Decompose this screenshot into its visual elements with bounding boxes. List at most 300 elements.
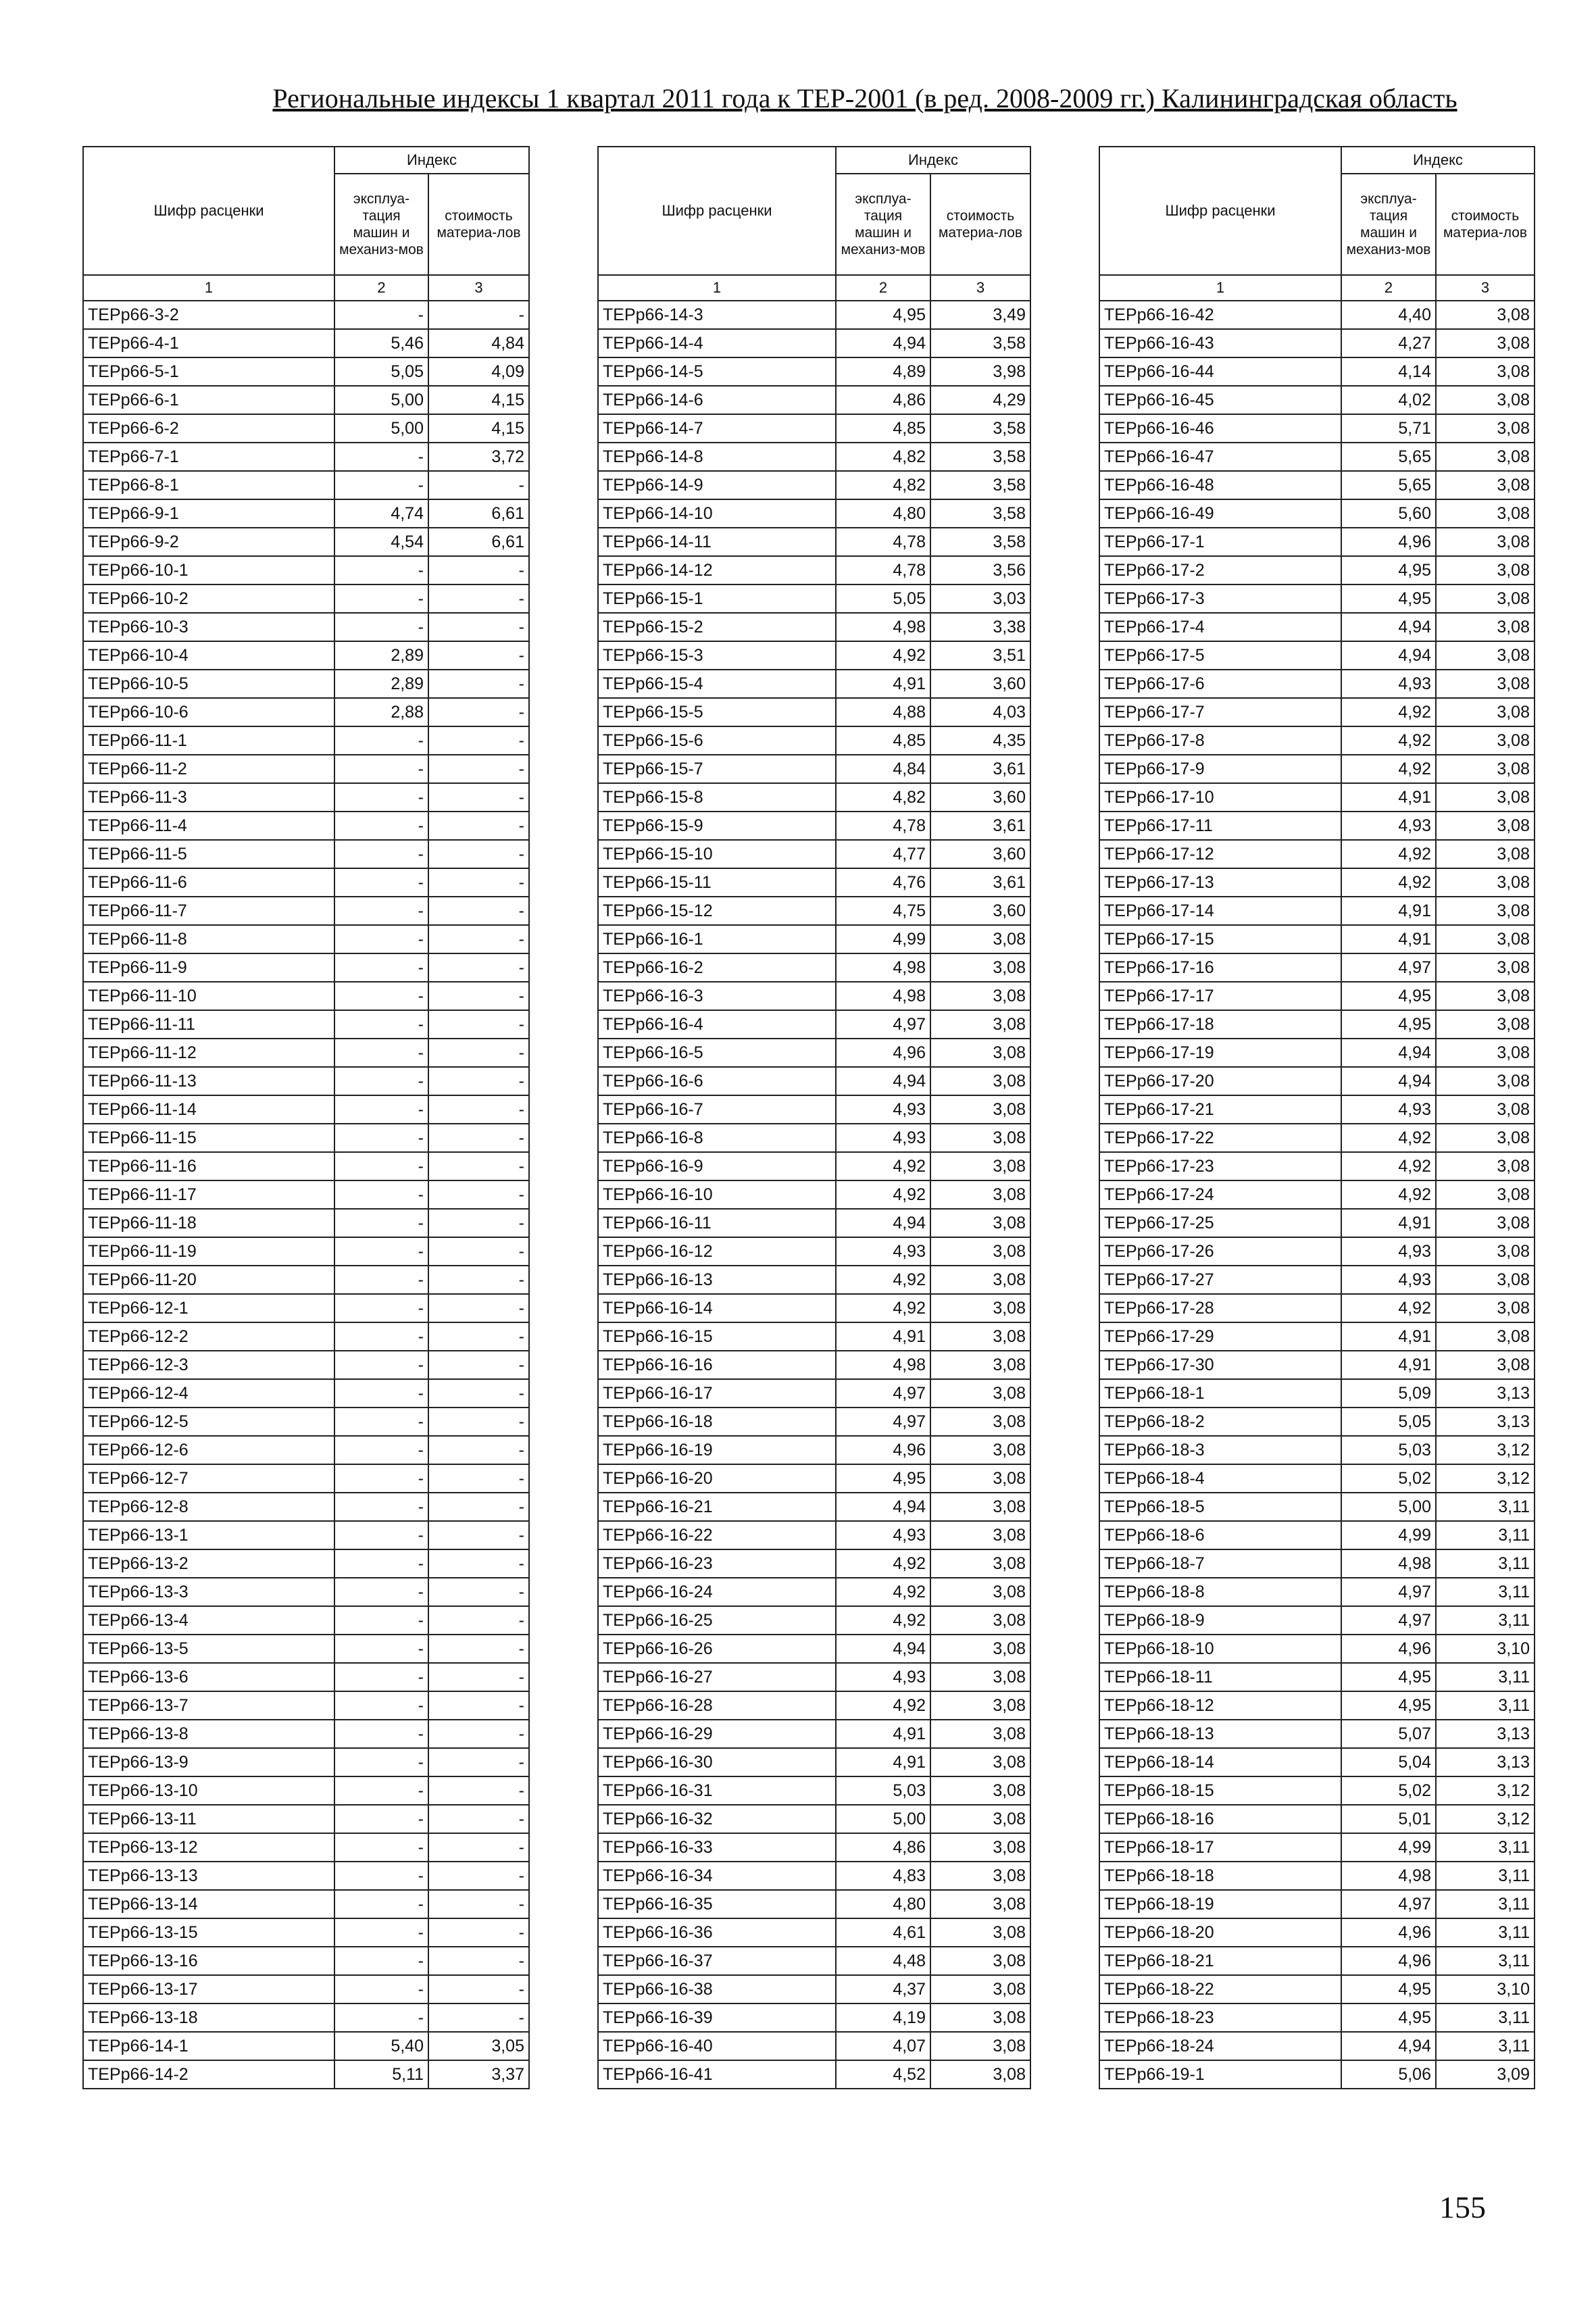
table-row (83, 868, 529, 897)
table-row (83, 414, 529, 443)
rate-code-cell: ТЕРр66-16-46 (1099, 414, 1341, 443)
table-row (83, 386, 529, 414)
materials-index-cell: 3,08 (1436, 783, 1535, 812)
rate-code-cell: ТЕРр66-6-1 (83, 386, 334, 414)
materials-index-cell: 3,08 (1436, 584, 1535, 613)
machines-index-cell: - (334, 1436, 428, 1464)
rate-code-cell: ТЕРр66-16-32 (598, 1805, 836, 1833)
materials-index-cell: 3,08 (930, 1209, 1030, 1237)
table-row (1099, 1805, 1535, 1833)
table-row (1099, 1408, 1535, 1436)
table-row (83, 1606, 529, 1635)
materials-index-cell: 3,49 (930, 301, 1030, 329)
rate-code-cell: ТЕРр66-9-1 (83, 499, 334, 528)
materials-index-cell: 4,09 (428, 357, 529, 386)
materials-index-cell: 3,08 (930, 1294, 1030, 1322)
table-row (1099, 386, 1535, 414)
materials-index-cell: 4,15 (428, 414, 529, 443)
machines-index-cell: - (334, 868, 428, 897)
header-materials: стоимость материа-лов (930, 174, 1030, 275)
rate-code-cell: ТЕРр66-16-12 (598, 1237, 836, 1266)
rate-code-cell: ТЕРр66-16-44 (1099, 357, 1341, 386)
materials-index-cell: 6,61 (428, 528, 529, 556)
materials-index-cell: 3,09 (1436, 2060, 1535, 2089)
materials-index-cell: - (428, 812, 529, 840)
rate-code-cell: ТЕРр66-17-11 (1099, 812, 1341, 840)
materials-index-cell: 3,08 (1436, 1124, 1535, 1152)
table-row (598, 1578, 1030, 1606)
materials-index-cell: - (428, 755, 529, 783)
materials-index-cell: 3,51 (930, 641, 1030, 670)
machines-index-cell: 4,48 (836, 1947, 930, 1975)
materials-index-cell: 3,38 (930, 613, 1030, 641)
machines-index-cell: - (334, 1493, 428, 1521)
machines-index-cell: 4,91 (836, 1748, 930, 1776)
rate-code-cell: ТЕРр66-11-8 (83, 925, 334, 953)
table-row (1099, 1351, 1535, 1379)
materials-index-cell: - (428, 1237, 529, 1266)
machines-index-cell: 5,03 (836, 1776, 930, 1805)
rate-code-cell: ТЕРр66-12-5 (83, 1408, 334, 1436)
rate-code-cell: ТЕРр66-13-11 (83, 1805, 334, 1833)
rate-code-cell: ТЕРр66-13-3 (83, 1578, 334, 1606)
table-row (598, 1152, 1030, 1180)
machines-index-cell: 4,93 (836, 1095, 930, 1124)
table-row (83, 2003, 529, 2032)
table-row (598, 1833, 1030, 1862)
header-index: Индекс (1341, 147, 1535, 174)
machines-index-cell: 5,03 (1341, 1436, 1436, 1464)
table-row (598, 755, 1030, 783)
table-row (83, 1493, 529, 1521)
table-row (1099, 1266, 1535, 1294)
materials-index-cell: 3,08 (1436, 1180, 1535, 1209)
machines-index-cell: 4,27 (1341, 329, 1436, 357)
machines-index-cell: 4,98 (836, 953, 930, 982)
rate-code-cell: ТЕРр66-16-28 (598, 1691, 836, 1720)
table-row (83, 329, 529, 357)
machines-index-cell: 2,88 (334, 698, 428, 726)
table-row (83, 1124, 529, 1152)
machines-index-cell: 4,92 (836, 1578, 930, 1606)
rate-code-cell: ТЕРр66-14-11 (598, 528, 836, 556)
materials-index-cell: 3,08 (1436, 1010, 1535, 1039)
table-body (1099, 301, 1535, 2089)
table-row (83, 499, 529, 528)
rate-code-cell: ТЕРр66-18-9 (1099, 1606, 1341, 1635)
materials-index-cell: 3,13 (1436, 1408, 1535, 1436)
materials-index-cell: - (428, 953, 529, 982)
rate-code-cell: ТЕРр66-17-3 (1099, 584, 1341, 613)
materials-index-cell: - (428, 2003, 529, 2032)
machines-index-cell: 4,96 (1341, 1918, 1436, 1947)
rate-code-cell: ТЕРр66-16-30 (598, 1748, 836, 1776)
materials-index-cell: 3,60 (930, 840, 1030, 868)
table-row (1099, 613, 1535, 641)
materials-index-cell: 3,11 (1436, 1578, 1535, 1606)
header-col-2: 2 (334, 275, 428, 301)
table-row (598, 1039, 1030, 1067)
rate-code-cell: ТЕРр66-16-27 (598, 1663, 836, 1691)
rate-code-cell: ТЕРр66-16-16 (598, 1351, 836, 1379)
machines-index-cell: 4,91 (1341, 783, 1436, 812)
machines-index-cell: 4,91 (1341, 897, 1436, 925)
table-row (598, 584, 1030, 613)
table-row (598, 1124, 1030, 1152)
rate-code-cell: ТЕРр66-16-8 (598, 1124, 836, 1152)
materials-index-cell: 3,11 (1436, 1918, 1535, 1947)
materials-index-cell: - (428, 584, 529, 613)
materials-index-cell: 3,08 (930, 1039, 1030, 1067)
rate-code-cell: ТЕРр66-13-13 (83, 1862, 334, 1890)
machines-index-cell: 4,98 (1341, 1862, 1436, 1890)
machines-index-cell: - (334, 726, 428, 755)
machines-index-cell: - (334, 1578, 428, 1606)
rate-code-cell: ТЕРр66-11-14 (83, 1095, 334, 1124)
table-row (83, 1379, 529, 1408)
table-row (83, 1833, 529, 1862)
rate-code-cell: ТЕРр66-16-25 (598, 1606, 836, 1635)
machines-index-cell: 4,92 (836, 1606, 930, 1635)
rate-code-cell: ТЕРр66-13-6 (83, 1663, 334, 1691)
machines-index-cell: 5,65 (1341, 471, 1436, 499)
rate-code-cell: ТЕРр66-15-12 (598, 897, 836, 925)
rate-code-cell: ТЕРр66-19-1 (1099, 2060, 1341, 2089)
rate-code-cell: ТЕРр66-11-18 (83, 1209, 334, 1237)
materials-index-cell: - (428, 1975, 529, 2003)
materials-index-cell: 3,08 (930, 1578, 1030, 1606)
materials-index-cell: 3,60 (930, 897, 1030, 925)
rate-code-cell: ТЕРр66-11-11 (83, 1010, 334, 1039)
machines-index-cell: 4,84 (836, 755, 930, 783)
machines-index-cell: 4,97 (1341, 1578, 1436, 1606)
materials-index-cell: - (428, 1521, 529, 1549)
table-row (1099, 1947, 1535, 1975)
materials-index-cell: 3,11 (1436, 1890, 1535, 1918)
materials-index-cell: 3,08 (1436, 1067, 1535, 1095)
materials-index-cell: - (428, 1748, 529, 1776)
rate-code-cell: ТЕРр66-18-18 (1099, 1862, 1341, 1890)
table-row (1099, 982, 1535, 1010)
rate-code-cell: ТЕРр66-12-1 (83, 1294, 334, 1322)
table-row (598, 1493, 1030, 1521)
rate-code-cell: ТЕРр66-16-47 (1099, 443, 1341, 471)
rate-code-cell: ТЕРр66-8-1 (83, 471, 334, 499)
table-row (1099, 1975, 1535, 2003)
rate-code-cell: ТЕРр66-18-11 (1099, 1663, 1341, 1691)
machines-index-cell: 4,85 (836, 726, 930, 755)
machines-index-cell: 2,89 (334, 670, 428, 698)
machines-index-cell: - (334, 1549, 428, 1578)
rate-code-cell: ТЕРр66-14-9 (598, 471, 836, 499)
table-row (83, 1635, 529, 1663)
table-row (83, 1464, 529, 1493)
rate-code-cell: ТЕРр66-16-21 (598, 1493, 836, 1521)
machines-index-cell: 4,98 (1341, 1549, 1436, 1578)
table-row (1099, 641, 1535, 670)
machines-index-cell: 4,92 (1341, 868, 1436, 897)
materials-index-cell: - (428, 840, 529, 868)
machines-index-cell: - (334, 1095, 428, 1124)
rate-code-cell: ТЕРр66-17-4 (1099, 613, 1341, 641)
materials-index-cell: 3,08 (1436, 1209, 1535, 1237)
table-row (1099, 1663, 1535, 1691)
rate-code-cell: ТЕРр66-16-18 (598, 1408, 836, 1436)
rate-code-cell: ТЕРр66-16-29 (598, 1720, 836, 1748)
rate-code-cell: ТЕРр66-17-13 (1099, 868, 1341, 897)
machines-index-cell: - (334, 584, 428, 613)
rate-code-cell: ТЕРр66-11-6 (83, 868, 334, 897)
index-table-3 (1099, 146, 1535, 2089)
materials-index-cell: - (428, 1408, 529, 1436)
materials-index-cell: 3,11 (1436, 1606, 1535, 1635)
materials-index-cell: 3,13 (1436, 1379, 1535, 1408)
table-row (83, 1152, 529, 1180)
rate-code-cell: ТЕРр66-17-15 (1099, 925, 1341, 953)
machines-index-cell: 4,19 (836, 2003, 930, 2032)
table-row (598, 2003, 1030, 2032)
materials-index-cell: 3,13 (1436, 1748, 1535, 1776)
machines-index-cell: - (334, 1408, 428, 1436)
machines-index-cell: 4,98 (836, 613, 930, 641)
machines-index-cell: 5,65 (1341, 443, 1436, 471)
materials-index-cell: 3,08 (1436, 357, 1535, 386)
materials-index-cell: - (428, 868, 529, 897)
materials-index-cell: 4,84 (428, 329, 529, 357)
table-row (83, 1720, 529, 1748)
machines-index-cell: 4,99 (1341, 1521, 1436, 1549)
rate-code-cell: ТЕРр66-10-6 (83, 698, 334, 726)
materials-index-cell: 3,08 (1436, 953, 1535, 982)
machines-index-cell: 4,82 (836, 783, 930, 812)
machines-index-cell: 5,00 (334, 414, 428, 443)
materials-index-cell: 3,08 (930, 2003, 1030, 2032)
rate-code-cell: ТЕРр66-16-26 (598, 1635, 836, 1663)
machines-index-cell: 4,93 (1341, 812, 1436, 840)
materials-index-cell: 4,03 (930, 698, 1030, 726)
materials-index-cell: 3,12 (1436, 1805, 1535, 1833)
machines-index-cell: 4,96 (1341, 528, 1436, 556)
machines-index-cell: - (334, 1720, 428, 1748)
materials-index-cell: 3,58 (930, 471, 1030, 499)
machines-index-cell: 4,82 (836, 443, 930, 471)
rate-code-cell: ТЕРр66-14-5 (598, 357, 836, 386)
table-row (1099, 1039, 1535, 1067)
rate-code-cell: ТЕРр66-18-12 (1099, 1691, 1341, 1720)
table-row (83, 1237, 529, 1266)
machines-index-cell: 4,95 (836, 1464, 930, 1493)
materials-index-cell: 3,08 (930, 2032, 1030, 2060)
materials-index-cell: - (428, 1322, 529, 1351)
machines-index-cell: - (334, 1010, 428, 1039)
machines-index-cell: 4,97 (836, 1379, 930, 1408)
header-materials: стоимость материа-лов (1436, 174, 1535, 275)
machines-index-cell: 4,91 (1341, 1351, 1436, 1379)
table-row (83, 1351, 529, 1379)
materials-index-cell: 3,08 (1436, 670, 1535, 698)
materials-index-cell: 3,08 (1436, 698, 1535, 726)
rate-code-cell: ТЕРр66-15-4 (598, 670, 836, 698)
materials-index-cell: - (428, 1918, 529, 1947)
rate-code-cell: ТЕРр66-16-20 (598, 1464, 836, 1493)
table-body (598, 301, 1030, 2089)
machines-index-cell: 4,98 (836, 982, 930, 1010)
table-row (83, 1947, 529, 1975)
machines-index-cell: 4,92 (1341, 755, 1436, 783)
materials-index-cell: 3,08 (1436, 840, 1535, 868)
materials-index-cell: - (428, 783, 529, 812)
machines-index-cell: 4,94 (1341, 2032, 1436, 2060)
materials-index-cell: - (428, 1379, 529, 1408)
rate-code-cell: ТЕРр66-16-5 (598, 1039, 836, 1067)
machines-index-cell: 5,46 (334, 329, 428, 357)
rate-code-cell: ТЕРр66-18-14 (1099, 1748, 1341, 1776)
machines-index-cell: - (334, 1379, 428, 1408)
materials-index-cell: 3,08 (1436, 613, 1535, 641)
rate-code-cell: ТЕРр66-10-2 (83, 584, 334, 613)
table-row (598, 982, 1030, 1010)
machines-index-cell: 4,14 (1341, 357, 1436, 386)
table-row (598, 1322, 1030, 1351)
materials-index-cell: - (428, 925, 529, 953)
machines-index-cell: 4,94 (1341, 1067, 1436, 1095)
materials-index-cell: 3,08 (930, 1805, 1030, 1833)
table-row (598, 329, 1030, 357)
materials-index-cell: 3,08 (930, 925, 1030, 953)
machines-index-cell: - (334, 840, 428, 868)
machines-index-cell: 5,04 (1341, 1748, 1436, 1776)
rate-code-cell: ТЕРр66-13-12 (83, 1833, 334, 1862)
header-machines: эксплуа-тация машин и механиз-мов (1341, 174, 1436, 275)
rate-code-cell: ТЕРр66-16-7 (598, 1095, 836, 1124)
table-row (83, 953, 529, 982)
table-row (1099, 2032, 1535, 2060)
table-row (598, 1464, 1030, 1493)
machines-index-cell: - (334, 1606, 428, 1635)
machines-index-cell: 4,92 (1341, 1124, 1436, 1152)
machines-index-cell: - (334, 1209, 428, 1237)
rate-code-cell: ТЕРр66-14-8 (598, 443, 836, 471)
machines-index-cell: 4,94 (1341, 641, 1436, 670)
table-row (1099, 1067, 1535, 1095)
materials-index-cell: - (428, 1578, 529, 1606)
rate-code-cell: ТЕРр66-16-42 (1099, 301, 1341, 329)
table-row (598, 1067, 1030, 1095)
table-row (598, 1862, 1030, 1890)
rate-code-cell: ТЕРр66-12-6 (83, 1436, 334, 1464)
header-col-3: 3 (930, 275, 1030, 301)
rate-code-cell: ТЕРр66-16-37 (598, 1947, 836, 1975)
rate-code-cell: ТЕРр66-13-7 (83, 1691, 334, 1720)
machines-index-cell: 4,98 (836, 1351, 930, 1379)
table-row (83, 641, 529, 670)
machines-index-cell: 5,05 (836, 584, 930, 613)
rate-code-cell: ТЕРр66-16-40 (598, 2032, 836, 2060)
machines-index-cell: - (334, 755, 428, 783)
machines-index-cell: 4,92 (836, 1691, 930, 1720)
machines-index-cell: 4,97 (836, 1010, 930, 1039)
rate-code-cell: ТЕРр66-18-8 (1099, 1578, 1341, 1606)
materials-index-cell: 3,08 (1436, 726, 1535, 755)
rate-code-cell: ТЕРр66-18-7 (1099, 1549, 1341, 1578)
page-number: 155 (1439, 2190, 1486, 2224)
machines-index-cell: - (334, 1152, 428, 1180)
materials-index-cell: 3,08 (930, 1635, 1030, 1663)
rate-code-cell: ТЕРр66-17-2 (1099, 556, 1341, 584)
table-row (598, 1975, 1030, 2003)
machines-index-cell: - (334, 1124, 428, 1152)
materials-index-cell: - (428, 1862, 529, 1890)
machines-index-cell: 4,85 (836, 414, 930, 443)
table-body (83, 301, 529, 2089)
machines-index-cell: 4,92 (1341, 1152, 1436, 1180)
rate-code-cell: ТЕРр66-18-20 (1099, 1918, 1341, 1947)
table-row (83, 2032, 529, 2060)
table-row (598, 1436, 1030, 1464)
table-row (598, 1351, 1030, 1379)
rate-code-cell: ТЕРр66-18-2 (1099, 1408, 1341, 1436)
table-row (1099, 1180, 1535, 1209)
table-row (598, 1890, 1030, 1918)
materials-index-cell: 3,08 (930, 1549, 1030, 1578)
materials-index-cell: 3,08 (930, 1095, 1030, 1124)
materials-index-cell: - (428, 471, 529, 499)
table-row (1099, 868, 1535, 897)
machines-index-cell: 4,93 (1341, 1237, 1436, 1266)
rate-code-cell: ТЕРр66-16-33 (598, 1833, 836, 1862)
materials-index-cell: 3,08 (1436, 556, 1535, 584)
index-table-2 (597, 146, 1031, 2089)
materials-index-cell: - (428, 556, 529, 584)
table-row (598, 783, 1030, 812)
materials-index-cell: - (428, 1493, 529, 1521)
machines-index-cell: 4,95 (1341, 1691, 1436, 1720)
materials-index-cell: - (428, 1947, 529, 1975)
table-row (598, 840, 1030, 868)
machines-index-cell: 4,94 (836, 1493, 930, 1521)
rate-code-cell: ТЕРр66-17-19 (1099, 1039, 1341, 1067)
table-row (598, 1266, 1030, 1294)
machines-index-cell: 4,96 (1341, 1635, 1436, 1663)
header-col-3: 3 (1436, 275, 1535, 301)
table-row (598, 1606, 1030, 1635)
rate-code-cell: ТЕРр66-18-15 (1099, 1776, 1341, 1805)
materials-index-cell: 3,08 (1436, 897, 1535, 925)
table-row (1099, 414, 1535, 443)
materials-index-cell: - (428, 1209, 529, 1237)
rate-code-cell: ТЕРр66-5-1 (83, 357, 334, 386)
materials-index-cell: 3,58 (930, 499, 1030, 528)
rate-code-cell: ТЕРр66-10-4 (83, 641, 334, 670)
rate-code-cell: ТЕРр66-17-27 (1099, 1266, 1341, 1294)
rate-code-cell: ТЕРр66-17-23 (1099, 1152, 1341, 1180)
materials-index-cell: 3,08 (1436, 1322, 1535, 1351)
rate-code-cell: ТЕРр66-15-6 (598, 726, 836, 755)
machines-index-cell: 4,75 (836, 897, 930, 925)
table-row (1099, 1322, 1535, 1351)
machines-index-cell: 4,37 (836, 1975, 930, 2003)
table-row (1099, 726, 1535, 755)
table-row (598, 726, 1030, 755)
materials-index-cell: 3,08 (1436, 443, 1535, 471)
materials-index-cell: - (428, 1549, 529, 1578)
machines-index-cell: 4,92 (836, 1266, 930, 1294)
table-row (83, 1890, 529, 1918)
machines-index-cell: 4,80 (836, 1890, 930, 1918)
machines-index-cell: - (334, 1294, 428, 1322)
header-code: Шифр расценки (83, 147, 334, 275)
table-row (83, 1095, 529, 1124)
